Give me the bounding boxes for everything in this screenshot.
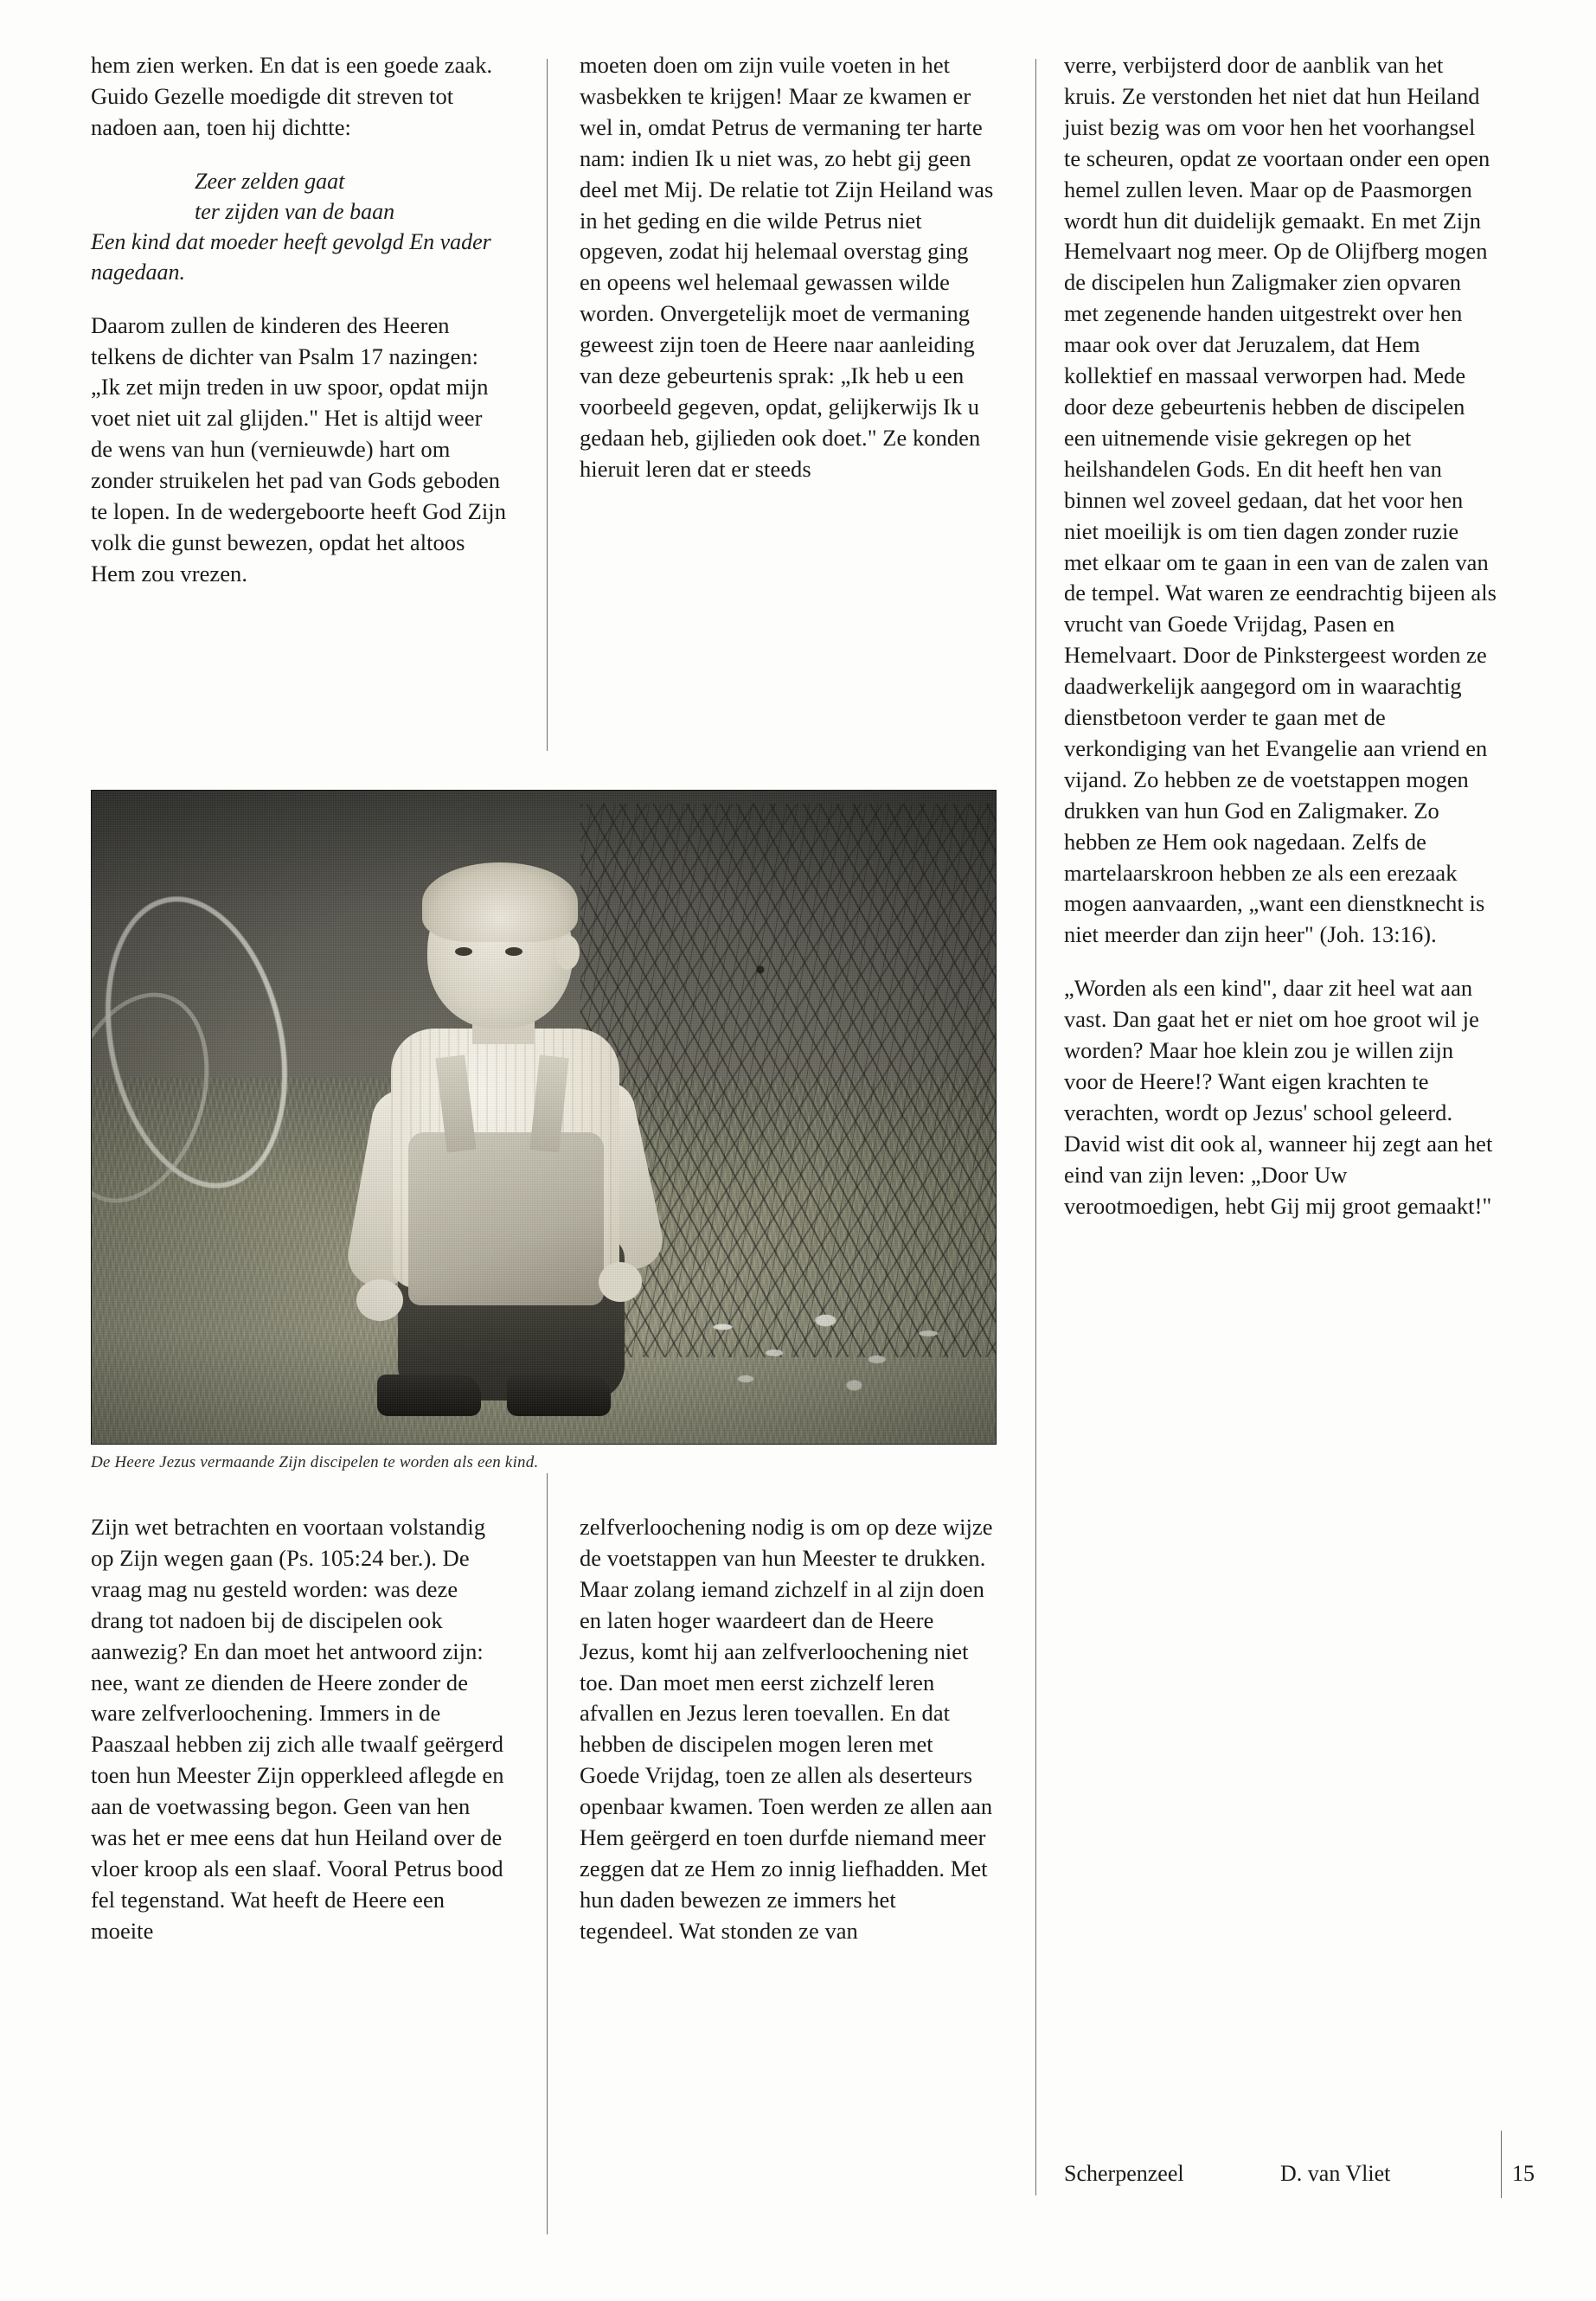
footer-place: Scherpenzeel — [1064, 2161, 1184, 2186]
paragraph-right-1: verre, verbijsterd door de aanblik van het kruis. Ze verstonden het niet dat hun Heiland juist bezig was om voor hen het voorhangsel te scheuren, opdat ze voortaan onder een open hemel zullen leven. Maar op de Paasmorgen wordt hun dit duidelijk gemaakt. En met Zijn Hemelvaart nog meer. Op de Olijfberg mogen de discipelen hun Zaligmaker zien opvaren met zegenende handen uitgestrekt over hen maar ook over dat Jeruzalem, dat Hem kollektief en massaal verworpen had. Mede door deze gebeurtenis hebben de discipelen een uitnemende visie gekregen op het heilshandelen Gods. En dit heeft hen van binnen wel zoveel gedaan, dat het voor hen niet moeilijk is om tien dagen zonder ruzie met elkaar om te gaan in een van de zalen van de tempel. Wat waren ze eendrachtig bijeen als vrucht van Goede Vrijdag, Pasen en Hemelvaart. Door de Pinkstergeest worden ze daadwerkelijk aangegord om in waarachtig dienstbetoon verder te gaan met de verkondiging van het Evangelie aan vriend en vijand. Zo hebben ze de voetstappen mogen drukken van hun God en Zaligmaker. Zo hebben ze Hem ook nagedaan. Zelfs de martelaarskroon hebben ze als een erezaak mogen aanvaarden, „want een dienstknecht is niet meerder dan zijn heer" (Joh. 13:16). — [1064, 52, 1497, 948]
verse-line-2: ter zijden van de baan — [195, 198, 395, 224]
paragraph-left-lower: Zijn wet betrachten en voortaan volstandig op Zijn wegen gaan (Ps. 105:24 ber.). De vraag mag nu gesteld worden: was deze drang tot nadoen bij de discipelen ook aanwezig? En dan moet het antwoord zijn: nee, want ze dienden de Heere zonder de ware zelfverloochening. Immers in de Paaszaal hebben zij zich alle twaalf geërgerd toen hun Meester Zijn opperkleed aflegde en aan de voetwassing begon. Geen van hen was het er mee eens dat hun Heiland over de vloer kroop als een slaaf. Vooral Petrus bood fel tegenstand. Wat heeft de Heere een moeite — [91, 1514, 504, 1944]
column-left-upper — [91, 50, 506, 612]
page-number-divider — [1501, 2131, 1502, 2198]
poem-verse — [91, 166, 506, 288]
column-middle-lower — [580, 1512, 995, 1970]
paragraph-middle-lower: zelfverloochening nodig is om op deze wijze de voetstappen van hun Meester te drukken. Maar zolang iemand zichzelf in al zijn doen en laten hoger waardeert dan de Heere Jezus, komt hij aan zelfverloochening niet toe. Dan moet men eerst zichzelf leren afvallen en Jezus leren toevallen. En dat hebben de discipelen mogen leren met Goede Vrijdag, toen ze allen als deserteurs openbaar kwamen. Toen werden ze allen aan Hem geërgerd en toen durfde niemand meer zeggen dat ze Hem zo innig liefhadden. Met hun daden bewezen ze immers het tegendeel. Wat stonden ze van — [580, 1514, 993, 1944]
column-divider-upper-left — [547, 59, 548, 751]
photo-grain — [92, 791, 996, 1444]
page-content — [91, 50, 1535, 2247]
photograph — [91, 790, 997, 1445]
column-left-lower — [91, 1512, 506, 1970]
verse-line-4: En vader nagedaan. — [91, 229, 491, 285]
verse-line-3: Een kind dat moeder heeft gevolgd — [91, 229, 404, 255]
paragraph-middle-1: moeten doen om zijn vuile voeten in het wasbekken te krijgen! Maar ze kwamen er wel in, omdat Petrus de vermaning ter harte nam: indien Ik u niet was, zo hebt gij geen deel met Mij. De relatie tot Zijn Heiland was in het geding en die wilde Petrus niet opgeven, zodat hij helemaal overstag ging en opeens wel helemaal gewassen wilde worden. Onvergetelijk moet de vermaning geweest zijn toen de Heere naar aanleiding van deze gebeurtenis sprak: „Ik heb u een voorbeeld gegeven, opdat, gelijkerwijs Ik u gedaan heb, gijlieden ook doet." Ze konden hieruit leren dat er steeds — [580, 52, 994, 482]
photo-block — [91, 790, 995, 1474]
column-right — [1064, 50, 1497, 1245]
column-middle-upper — [580, 50, 995, 508]
photo-caption: De Heere Jezus vermaande Zijn discipelen te worden als een kind. — [91, 1453, 539, 1471]
paragraph-left-1: hem zien werken. En dat is een goede zaak. Guido Gezelle moedigde dit streven tot nadoen aan, toen hij dichtte: — [91, 52, 493, 140]
column-divider-right — [1035, 59, 1036, 2195]
footer-author: D. van Vliet — [1280, 2161, 1391, 2186]
page-number: 15 — [1512, 2161, 1535, 2186]
paragraph-left-2: Daarom zullen de kinderen des Heeren telkens de dichter van Psalm 17 nazingen: „Ik zet mijn treden in uw spoor, opdat mijn voet niet uit zal glijden." Het is altijd weer de wens van hun (vernieuwde) hart om zonder struikelen het pad van Gods geboden te lopen. In de wedergeboorte heeft God Zijn volk die gunst bewezen, opdat het altoos Hem zou vrezen. — [91, 311, 507, 586]
column-divider-lower-left — [547, 1473, 548, 2234]
paragraph-right-2: „Worden als een kind", daar zit heel wat aan vast. Dan gaat het er niet om hoe groot wil je worden? Maar hoe klein zou je willen zijn voor de Heere!? Want eigen krachten te verachten, wordt op Jezus' school geleerd. David wist dit ook al, wanneer hij zegt aan het eind van zijn leven: „Door Uw verootmoedigen, hebt Gij mij groot gemaakt!" — [1064, 975, 1493, 1219]
verse-line-1: Zeer zelden gaat — [195, 168, 345, 194]
